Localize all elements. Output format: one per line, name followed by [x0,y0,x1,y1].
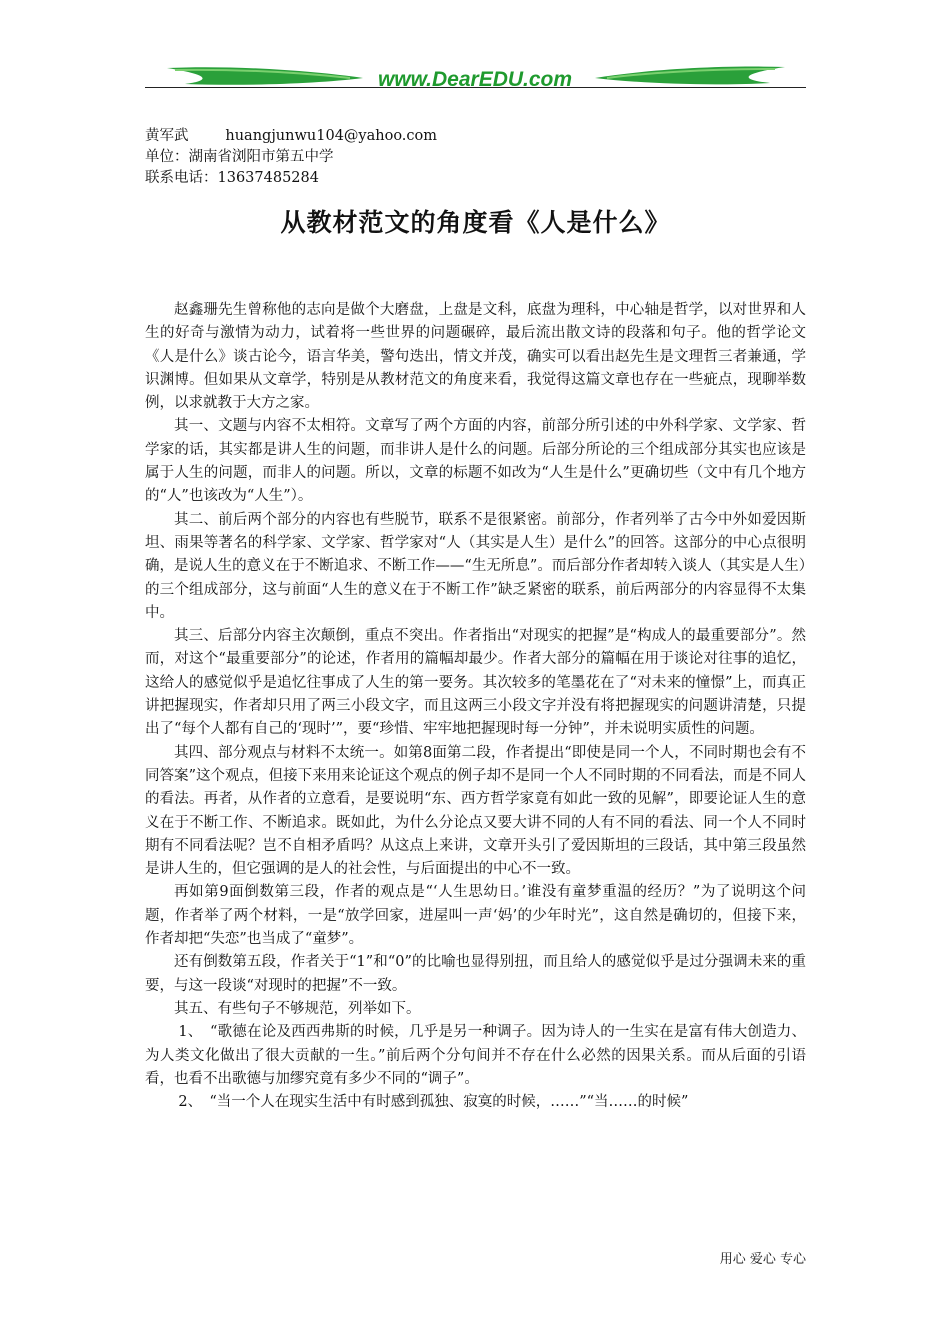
article-title: 从教材范文的角度看《人是什么》 [280,208,671,237]
logo-text: www.DearEDU.com [377,68,573,91]
author-phone: 联系电话：13637485284 [145,170,319,186]
paragraph: 其四、部分观点与材料不太统一。如第8面第二段，作者提出“即使是同一个人，不同时期也会有不同答案”这个观点，但接下来用来论证这个观点的例子却不是同一个人不同时期的不同看法，而是不同人的看法。再者，从作者的立意看，是要说明“东、西方哲学家竟有如此一致的见解”，即要论证人生的意义在于不断工作、不断追求。既如此，为什么分论点又要大讲不同的人有不同的看法、同一个人不同时期有不同看法呢？岂不自相矛盾吗？从这点上来讲，文章开头引了爱因斯坦的三段话，其中第三段虽然是讲人生的，但它强调的是人的社会性，与后面提出的中心不一致。 [145,744,806,878]
author-info [145,126,806,189]
paragraph: 还有倒数第五段，作者关于“1”和“0”的比喻也显得别扭，而且给人的感觉似乎是过分强调未来的重要，与这一段谈“对现时的把握”不一致。 [145,954,806,994]
paragraph: 其一、文题与内容不太相符。文章写了两个方面的内容，前部分所引述的中外科学家、文学家、哲学家的话，其实都是讲人生的问题，而非讲人是什么的问题。后部分所论的三个组成部分其实也应该是属于人生的问题，而非人的问题。所以，文章的标题不如改为“人生是什么”更确切些（文中有几个地方的“人”也该改为“人生”）。 [145,418,806,505]
paragraph: 其二、前后两个部分的内容也有些脱节，联系不是很紧密。前部分，作者列举了古今中外如爱因斯坦、雨果等著名的科学家、文学家、哲学家对“人（其实是人生）是什么”的回答。这部分的中心点很明确，是说人生的意义在于不断追求、不断工作——“生无所息”。而后部分作者却转入谈人（其实是人生）的三个组成部分，这与前面“人生的意义在于不断工作”缺乏紧密的联系，前后两部分的内容显得不太集中。 [145,511,806,621]
paragraph: 赵鑫珊先生曾称他的志向是做个大磨盘，上盘是文科，底盘为理科，中心轴是哲学，以对世界和人生的好奇与激情为动力，试着将一些世界的问题碾碎，最后流出散文诗的段落和句子。他的哲学论文《人是什么》谈古论今，语言华美，警句迭出，情文并茂，确实可以看出赵先生是文理哲三者兼通，学识渊博。但如果从文章学，特别是从教材范文的角度来看，我觉得这篇文章也存在一些疵点，现聊举数例，以求就教于大方之家。 [145,302,806,412]
list-item: 1、 “歌德在论及西西弗斯的时候，几乎是另一种调子。因为诗人的一生实在是富有伟大创造力、为人类文化做出了很大贡献的一生。”前后两个分句间并不存在什么必然的因果关系。而从后面的引语看，也看不出歌德与加缪究竟有多少不同的“调子”。 [145,1024,806,1087]
article-body [145,299,806,1114]
page-footer: 用心 爱心 专心 [719,1252,806,1267]
site-logo-icon [145,58,806,98]
list-item: 2、 “当一个人在现实生活中有时感到孤独、寂寞的时候，……”“当……的时候” [178,1094,689,1111]
author-unit: 单位：湖南省浏阳市第五中学 [145,149,334,165]
header-rule [145,87,806,88]
paragraph: 再如第9面倒数第三段，作者的观点是“‘人生思幼日。’谁没有童梦重温的经历？”为了说明这个问题，作者举了两个材料，一是“放学回家，进屋叫一声‘妈’的少年时光”，这自然是确切的，但接下来，作者却把“失恋”也当成了“童梦”。 [145,884,806,948]
author-name-email: 黄军武 huangjunwu104@yahoo.com [145,128,438,144]
header-logo [145,58,806,98]
paragraph: 其三、后部分内容主次颠倒，重点不突出。作者指出“对现实的把握”是“构成人的最重要部分”。然而，对这个“最重要部分”的论述，作者用的篇幅却最少。作者大部分的篇幅在用于谈论对往事的追忆，这给人的感觉似乎是追忆往事成了人生的第一要务。其次较多的笔墨花在了“对未来的憧憬”上，而真正讲把握现实，作者却只用了两三小段文字，而且这两三小段文字并没有将把握现实的问题讲清楚，只提出了“每个人都有自己的‘现时’”，要“珍惜、牢牢地把握现时每一分钟”，并未说明实质性的问题。 [145,628,806,738]
paragraph: 其五、有些句子不够规范，列举如下。 [174,1000,421,1017]
